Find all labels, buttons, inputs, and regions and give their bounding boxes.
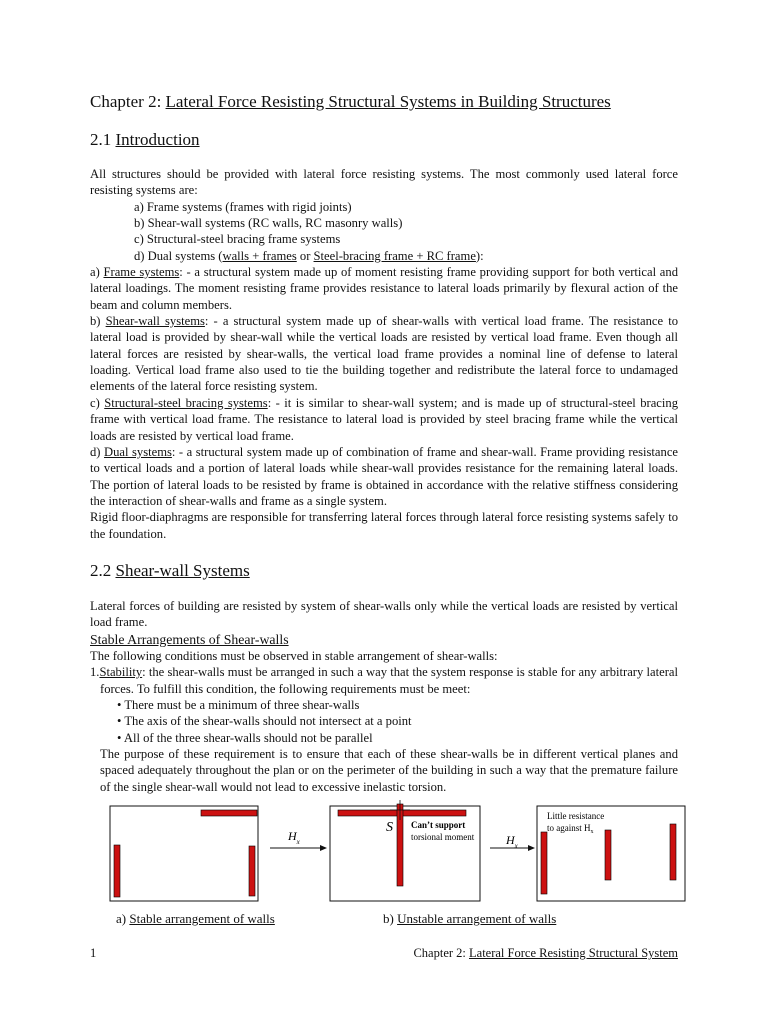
caption-b-text: Unstable arrangement of walls	[397, 911, 557, 926]
dual-systems-paragraph	[90, 444, 678, 509]
running-footer	[413, 946, 678, 961]
cant-support-label-2: torsional moment	[411, 832, 475, 842]
introduction-body	[90, 166, 678, 542]
bullet-item: • There must be a minimum of three shear-walls	[117, 698, 360, 713]
list-item-d-text: d) Dual systems (	[134, 248, 223, 263]
para-b-term: Shear-wall systems	[105, 314, 205, 329]
rigid-diaphragm-paragraph: Rigid floor-diaphragms are responsible for transferring lateral forces through lateral force resisting systems safely to the foundation.	[90, 510, 678, 541]
shear-center-label: S	[386, 820, 393, 835]
para-c-text: : - it is similar to shear-wall system; and is made up of structural-steel bracing frame with vertical load frame. The resistance to lateral load is provided by steel bracing frame while the vertical loads are resisted by vertical load frame.	[90, 395, 678, 443]
list-item-b: b) Shear-wall systems (RC walls, RC masonry walls)	[134, 216, 403, 231]
shear-wall-top	[201, 810, 257, 816]
section-2-2-title: Shear-wall Systems	[115, 561, 250, 580]
list-item-d-end: ):	[475, 248, 484, 263]
chapter-heading	[90, 92, 611, 112]
caption-b	[383, 911, 556, 927]
list-item-d-walls-frames: walls + frames	[222, 248, 297, 263]
para-d-term: Dual systems	[104, 444, 172, 459]
shear-wall-left	[114, 845, 120, 897]
section-2-1-heading	[90, 130, 200, 150]
stability-text: : the shear-walls must be arranged in such a way that the system response is stable for any arbitrary lateral forces. To fulfill this condition, the following requirements must be meet:	[100, 665, 678, 696]
caption-b-label: b)	[383, 911, 398, 926]
chapter-title: Lateral Force Resisting Structural Systems in Building Structures	[165, 92, 611, 111]
list-item-d-or: or	[296, 248, 314, 263]
bullet-item: • All of the three shear-walls should not be parallel	[117, 730, 373, 745]
hx-label-2: $H_x$	[506, 833, 518, 850]
para-c-label: c)	[90, 395, 105, 410]
para-a-term: Frame systems	[103, 265, 180, 280]
bullet-item: • The axis of the shear-walls should not intersect at a point	[117, 714, 412, 729]
para-d-text: : - a structural system made up of combination of frame and shear-wall. Frame providing resistance to vertical loads and a portion of lateral loads while shear-wall provides resistance for the remaining lateral loads. The portion of lateral loads to be resisted by frame is obtained in accordance with the relative stiffness considering the interaction of shear-walls and frame as a single system.	[90, 444, 679, 508]
section-2-1-number: 2.1	[90, 130, 116, 149]
section-2-2-number: 2.2	[90, 561, 116, 580]
list-item-d	[134, 248, 678, 264]
purpose-paragraph: The purpose of these requirement is to ensure that each of these shear-walls be in different vertical planes and spaced adequately throughout the plan or on the perimeter of the building in such a way that the premature failure of the single shear-wall would not lead to excessive inelastic torsion.	[100, 747, 678, 794]
page-number: 1	[90, 946, 97, 960]
shear-wall-right	[249, 846, 255, 896]
stable-plan-outline	[110, 806, 258, 901]
intro-paragraph: All structures should be provided with lateral force resisting systems. The most commonly used lateral force resisting systems are:	[90, 167, 678, 198]
hx-label: $H_x$	[288, 829, 300, 846]
list-item-a: a) Frame systems (frames with rigid joints)	[134, 199, 352, 214]
chapter-prefix: Chapter 2:	[90, 92, 166, 111]
para-b-label: b)	[90, 314, 106, 329]
footer-title: Lateral Force Resisting Structural System	[469, 946, 678, 960]
section-2-2-heading	[90, 561, 250, 581]
little-resistance-label-2: to against $H_x$	[547, 823, 594, 835]
stability-item	[90, 664, 678, 697]
para-d-label: d)	[90, 444, 105, 459]
stability-term: Stability	[99, 665, 143, 680]
cant-support-label-1: Can’t support	[411, 820, 466, 830]
para-a-label: a)	[90, 265, 104, 280]
caption-a-label: a)	[116, 911, 130, 926]
little-resistance-label-1: Little resistance	[547, 811, 605, 821]
para-a-text: : - a structural system made up of moment resisting frame providing support for both vertical and lateral loadings. The moment resisting frame provides resistance to lateral loads primarily by flexural action of the beam and column members.	[90, 265, 678, 312]
stable-arrangements-subheading	[90, 632, 678, 648]
list-item-c: c) Structural-steel bracing frame systems	[134, 232, 341, 247]
footer-prefix: Chapter 2:	[413, 946, 470, 960]
shear-wall-arrangement-figure	[90, 800, 690, 910]
shear-wall-systems-paragraph	[90, 313, 678, 395]
parallel-wall-left	[541, 832, 547, 894]
stability-item-number: 1.	[90, 665, 100, 680]
conditions-paragraph: The following conditions must be observed in stable arrangement of shear-walls:	[90, 649, 498, 664]
stable-arrangements-title: Stable Arrangements of Shear-walls	[90, 631, 289, 647]
shear-wall-intro: Lateral forces of building are resisted by system of shear-walls only while the vertical loads are resisted by vertical load frame.	[90, 599, 678, 630]
frame-systems-paragraph	[90, 264, 678, 313]
shear-wall-body	[90, 598, 678, 795]
caption-a	[116, 911, 275, 927]
parallel-wall-right	[670, 824, 676, 880]
para-c-term: Structural-steel bracing systems	[104, 395, 268, 410]
list-item-d-steel-rc: Steel-bracing frame + RC frame	[313, 248, 476, 263]
steel-bracing-paragraph	[90, 395, 678, 444]
caption-a-text: Stable arrangement of walls	[129, 911, 275, 926]
parallel-wall-middle	[605, 830, 611, 880]
section-2-1-title: Introduction	[115, 130, 200, 149]
para-b-text: : - a structural system made up of shear-walls with vertical load frame. The resistance to lateral load is provided by shear-wall while the vertical loads are resisted by vertical load frame. Even though all lateral forces are resisted by shear-walls, the vertical load frame provides a nominal line of defense to lateral loading. Vertical load frame also used to tie the building together and redistribute the lateral force to undamaged elements of the lateral force resisting system.	[90, 314, 678, 394]
